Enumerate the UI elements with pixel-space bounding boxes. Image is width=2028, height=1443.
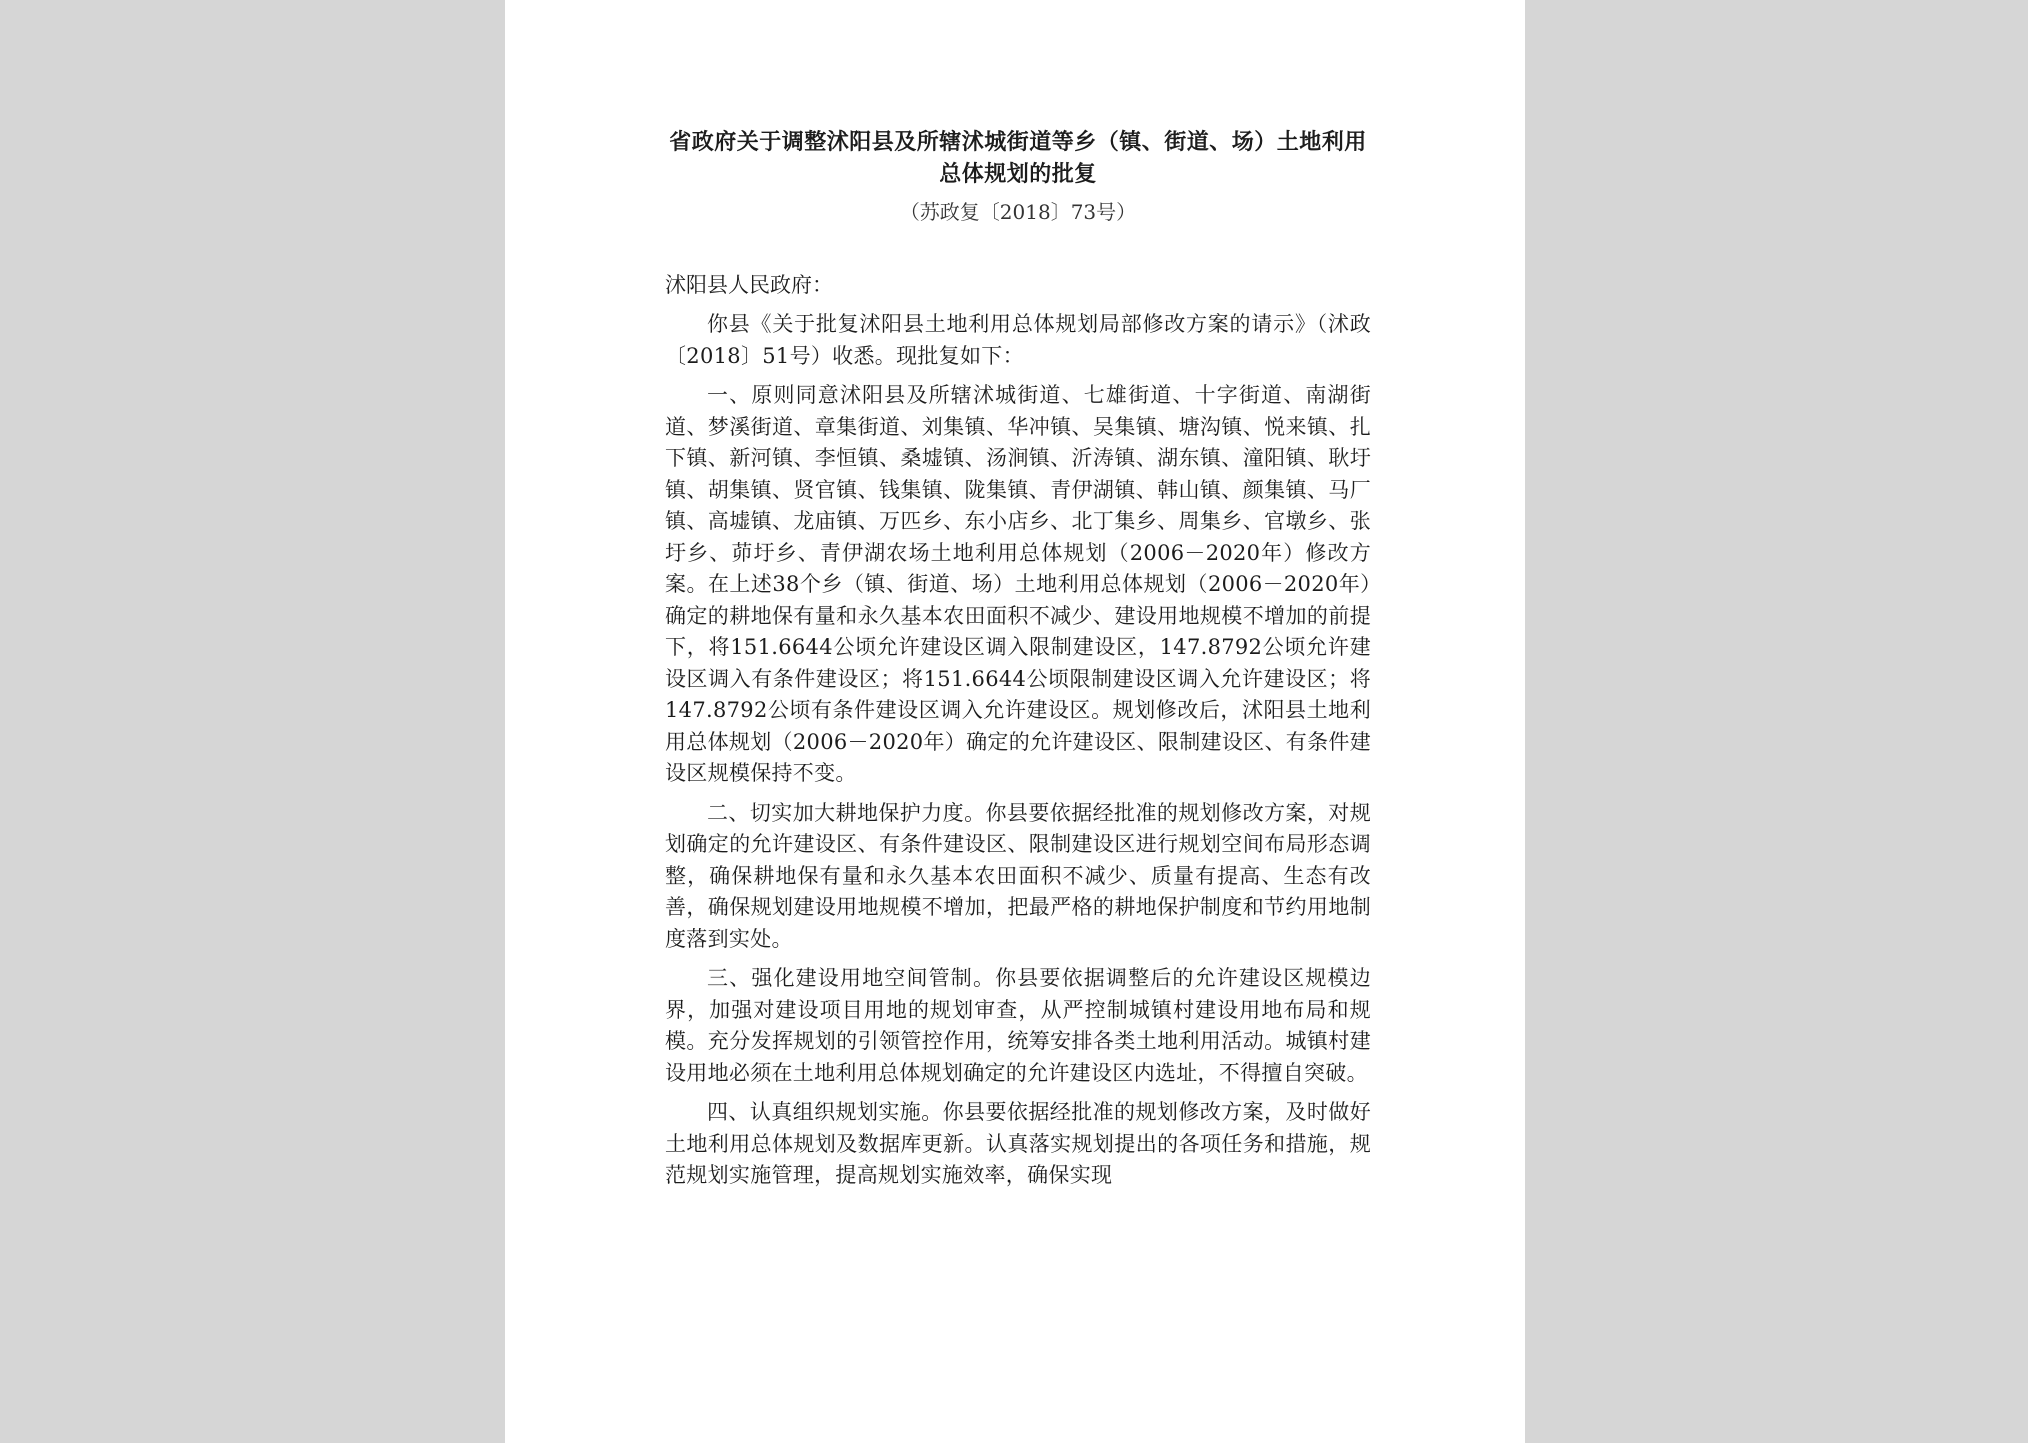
document-content [665,126,1371,1200]
salutation: 沭阳县人民政府： [665,273,833,297]
paragraph-intro: 你县《关于批复沭阳县土地利用总体规划局部修改方案的请示》（沭政〔2018〕51号）收悉。现批复如下： [665,312,1371,368]
document-title: 省政府关于调整沭阳县及所辖沭城街道等乡（镇、街道、场）土地利用总体规划的批复 [669,129,1367,187]
paragraph-section-3: 三、强化建设用地空间管制。你县要依据调整后的允许建设区规模边界，加强对建设项目用地的规划审查，从严控制城镇村建设用地布局和规模。充分发挥规划的引领管控作用，统筹安排各类土地利用活动。城镇村建设用地必须在土地利用总体规划确定的允许建设区内选址，不得擅自突破。 [665,966,1371,1085]
paragraph-section-2: 二、切实加大耕地保护力度。你县要依据经批准的规划修改方案，对规划确定的允许建设区、有条件建设区、限制建设区进行规划空间布局形态调整，确保耕地保有量和永久基本农田面积不减少、质量有提高、生态有改善，确保规划建设用地规模不增加，把最严格的耕地保护制度和节约用地制度落到实处。 [665,800,1371,951]
document-page [505,0,1525,1443]
paragraph-section-1: 一、原则同意沭阳县及所辖沭城街道、七雄街道、十字街道、南湖街道、梦溪街道、章集街道、刘集镇、华冲镇、吴集镇、塘沟镇、悦来镇、扎下镇、新河镇、李恒镇、桑墟镇、汤涧镇、沂涛镇、湖东镇、潼阳镇、耿圩镇、胡集镇、贤官镇、钱集镇、陇集镇、青伊湖镇、韩山镇、颜集镇、马厂镇、高墟镇、龙庙镇、万匹乡、东小店乡、北丁集乡、周集乡、官墩乡、张圩乡、茆圩乡、青伊湖农场土地利用总体规划（2006－2020年）修改方案。在上述38个乡（镇、街道、场）土地利用总体规划（2006－2020年）确定的耕地保有量和永久基本农田面积不减少、建设用地规模不增加的前提下，将151.6644公顷允许建设区调入限制建设区，147.8792公顷允许建设区调入有条件建设区；将151.6644公顷限制建设区调入允许建设区；将147.8792公顷有条件建设区调入允许建设区。规划修改后，沭阳县土地利用总体规划（2006－2020年）确定的允许建设区、限制建设区、有条件建设区规模保持不变。 [665,383,1371,785]
document-number: （苏政复〔2018〕73号） [899,200,1137,224]
paragraph-section-4: 四、认真组织规划实施。你县要依据经批准的规划修改方案，及时做好土地利用总体规划及数据库更新。认真落实规划提出的各项任务和措施，规范规划实施管理，提高规划实施效率，确保实现 [665,1100,1371,1187]
